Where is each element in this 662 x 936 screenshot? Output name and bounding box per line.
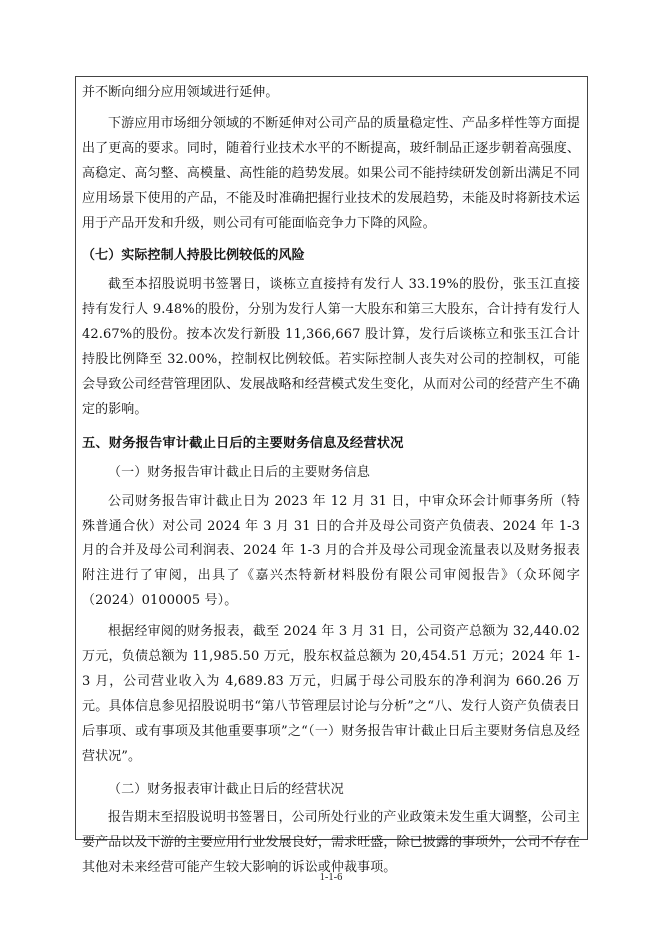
- spacer: [82, 236, 580, 242]
- document-body: [82, 81, 580, 881]
- paragraph-financial-figures: 根据经审阅的财务报表，截至 2024 年 3 月 31 日，公司资产总额为 32,440.02 万元，负债总额为 11,985.50 万元，股东权益总额为 20,454.51 万元；2024 年 1-3 月，公司营业收入为 4,689.83 万元，归属于母公司股东的净利润为 660.26 万元。具体信息参见招股说明书“第八节管理层讨论与分析”之“八、发行人资产负债表日后事项、或有事项及其他重要事项”之“（一）财务报告审计截止日后主要财务信息及经营状况”。: [82, 624, 580, 764]
- heading-control-risk: （七）实际控制人持股比例较低的风险: [82, 248, 305, 264]
- paragraph-continuation: 并不断向细分应用领域进行延伸。: [82, 85, 279, 100]
- heading-financial-info: （一）财务报告审计截止日后的主要财务信息: [108, 464, 371, 480]
- spacer: [82, 423, 580, 429]
- spacer: [82, 770, 580, 776]
- content-frame: [75, 76, 588, 876]
- heading-section-five: 五、财务报告审计截止日后的主要财务信息及经营状况: [82, 435, 404, 451]
- paragraph-audit: 公司财务报告审计截止日为 2023 年 12 月 31 日，中审众环会计师事务所（特殊普通合伙）对公司 2024 年 3 月 31 日的合并及母公司资产负债表、2024 年 1-3 月的合并及母公司利润表、2024 年 1-3 月的合并及母公司现金流量表以及财务报表附注进行了审阅，出具了《嘉兴杰特新材料股份有限公司审阅报告》（众环阅字（2024）0100005 号）。: [82, 493, 580, 609]
- paragraph-downstream-risk: 下游应用市场细分领域的不断延伸对公司产品的质量稳定性、产品多样性等方面提出了更高的要求。同时，随着行业技术水平的不断提高，玻纤制品正逐步朝着高强度、高稳定、高匀整、高模量、高性能的趋势发展。如果公司不能持续研发创新出满足不同应用场景下使用的产品，不能及时准确把握行业技术的发展趋势，未能及时将新技术运用于产品开发和升级，则公司有可能面临竞争力下降的风险。: [82, 115, 580, 231]
- paragraph-operating-status: 报告期末至招股说明书签署日，公司所处行业的产业政策未发生重大调整，公司主要产品以及下游的主要应用行业发展良好，需求旺盛，除已披露的事项外，公司不存在其他对未来经营可能产生较大影响的诉讼或仲裁事项。: [82, 810, 580, 876]
- heading-operating-status: （二）财务报表审计截止日后的经营状况: [108, 781, 344, 797]
- page-number: 1-1-6: [319, 872, 343, 883]
- paragraph-control-risk: 截至本招股说明书签署日，谈栋立直接持有发行人 33.19%的股份，张玉江直接持有发行人 9.48%的股份，分别为发行人第一大股东和第三大股东，合计持有发行人42.67%的股份。按本次发行新股 11,366,667 股计算，发行后谈栋立和张玉江合计持股比例降至 32.00%，控制权比例较低。若实际控制人丧失对公司的控制权，可能会导致公司经营管理团队、发展战略和经营模式发生变化，从而对公司的经营产生不确定的影响。: [82, 277, 580, 417]
